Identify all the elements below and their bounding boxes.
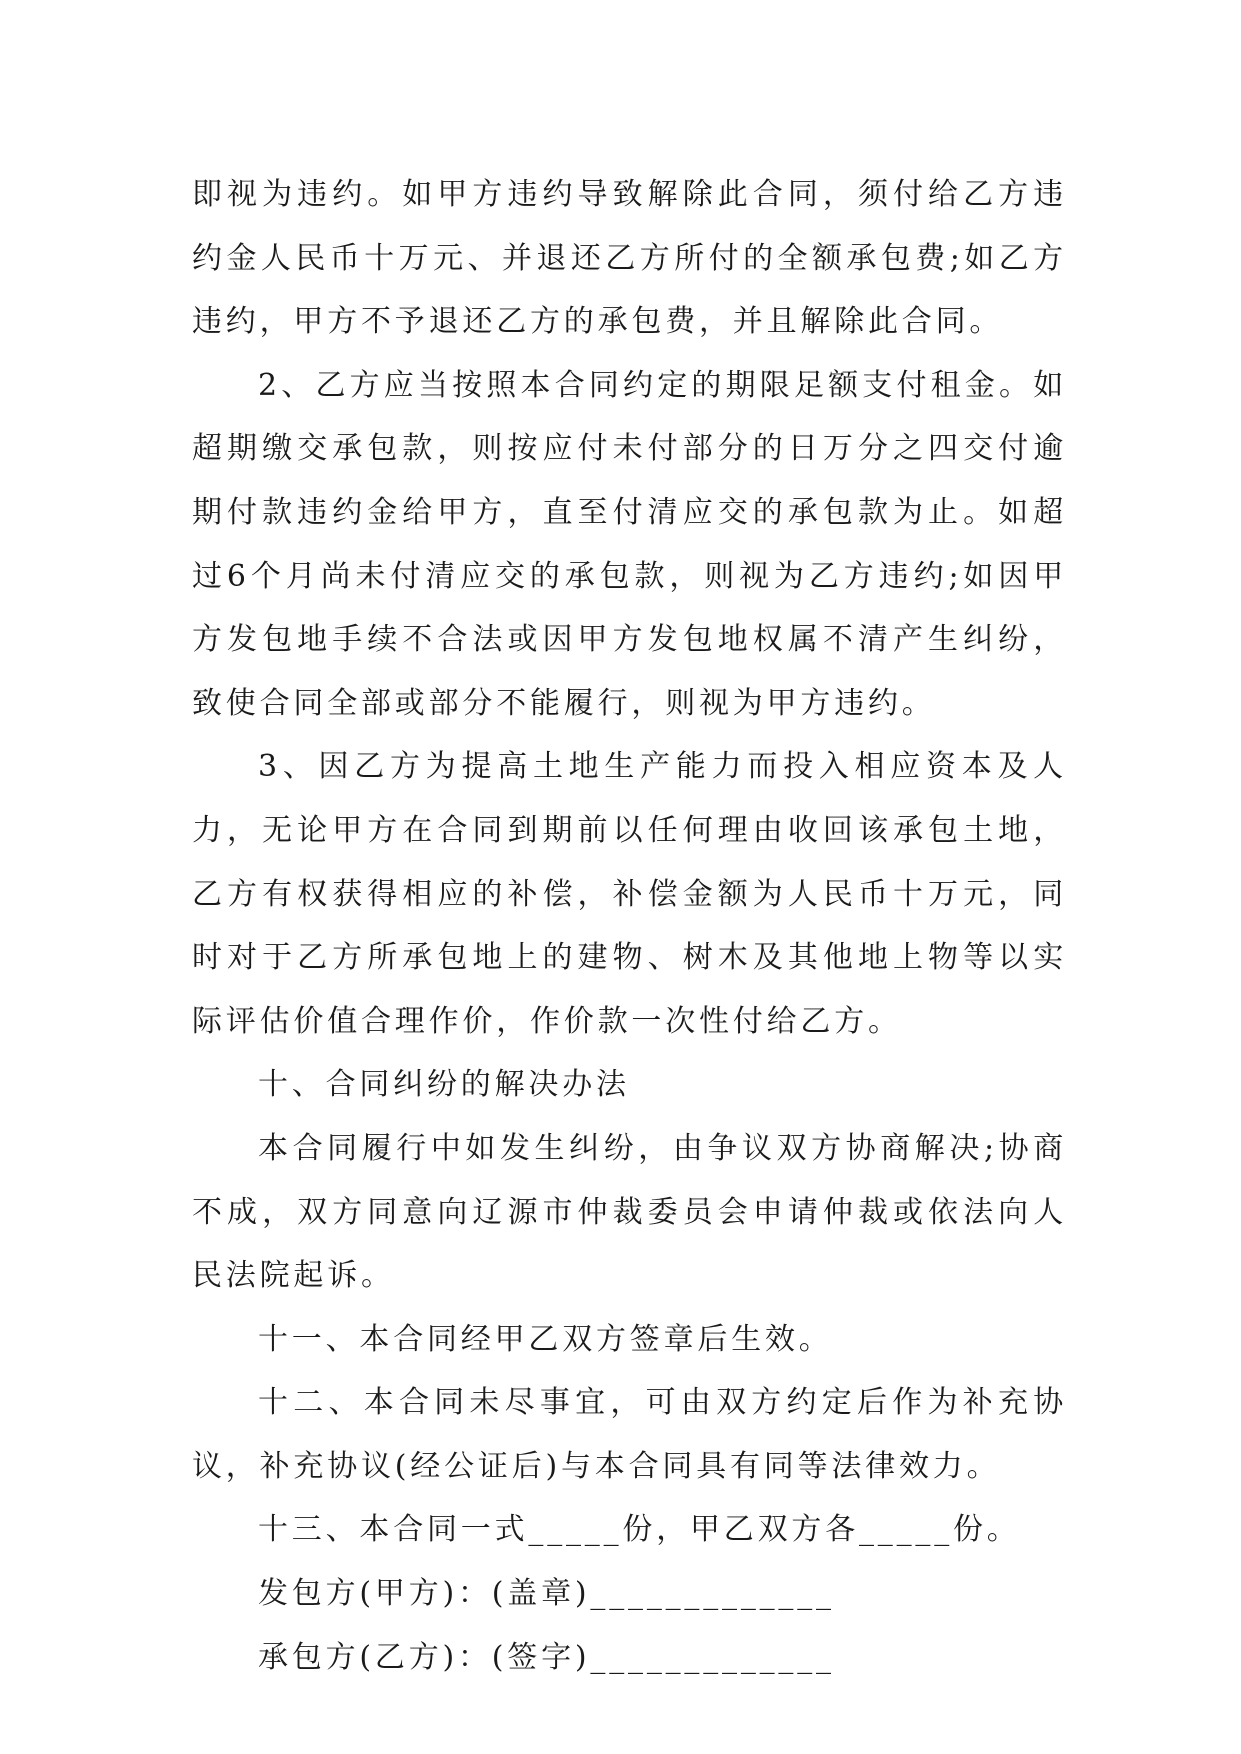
section-heading-dispute-resolution: 十、合同纠纷的解决办法 — [258, 1067, 630, 1103]
paragraph-clause-2-rent-payment: 2、乙方应当按照本合同约定的期限足额支付租金。如超期缴交承包款，则按应付未付部分的日万分之四交付逾期付款违约金给甲方，直至付清应交的承包款为止。如超过6个月尚未付清应交的承包款，则视为乙方违约;如因甲方发包地手续不合法或因甲方发包地权属不清产生纠纷，致使合同全部或部分不能履行，则视为甲方违约。 — [192, 367, 1067, 721]
paragraph-clause-12-supplementary: 十二、本合同未尽事宜，可由双方约定后作为补充协议，补充协议(经公证后)与本合同具有同等法律效力。 — [192, 1385, 1067, 1484]
paragraph-clause-13-copies: 十三、本合同一式_____份，甲乙双方各_____份。 — [258, 1512, 1021, 1548]
paragraph-clause-11-effective: 十一、本合同经甲乙双方签章后生效。 — [258, 1321, 833, 1357]
signature-line-party-b: 承包方(乙方)：(签字)_____________ — [258, 1639, 835, 1675]
paragraph-breach-terms-continued: 即视为违约。如甲方违约导致解除此合同，须付给乙方违约金人民币十万元、并退还乙方所付的全额承包费;如乙方违约，甲方不予退还乙方的承包费，并且解除此合同。 — [192, 177, 1067, 340]
paragraph-dispute-resolution: 本合同履行中如发生纠纷，由争议双方协商解决;协商不成，双方同意向辽源市仲裁委员会申请仲裁或依法向人民法院起诉。 — [192, 1130, 1067, 1294]
paragraph-clause-3-compensation: 3、因乙方为提高土地生产能力而投入相应资本及人力，无论甲方在合同到期前以任何理由收回该承包土地，乙方有权获得相应的补偿，补偿金额为人民币十万元，同时对于乙方所承包地上的建物、树木及其他地上物等以实际评估价值合理作价，作价款一次性付给乙方。 — [192, 749, 1067, 1039]
signature-line-party-a: 发包方(甲方)：(盖章)_____________ — [258, 1576, 835, 1612]
document-body — [192, 163, 1067, 1689]
